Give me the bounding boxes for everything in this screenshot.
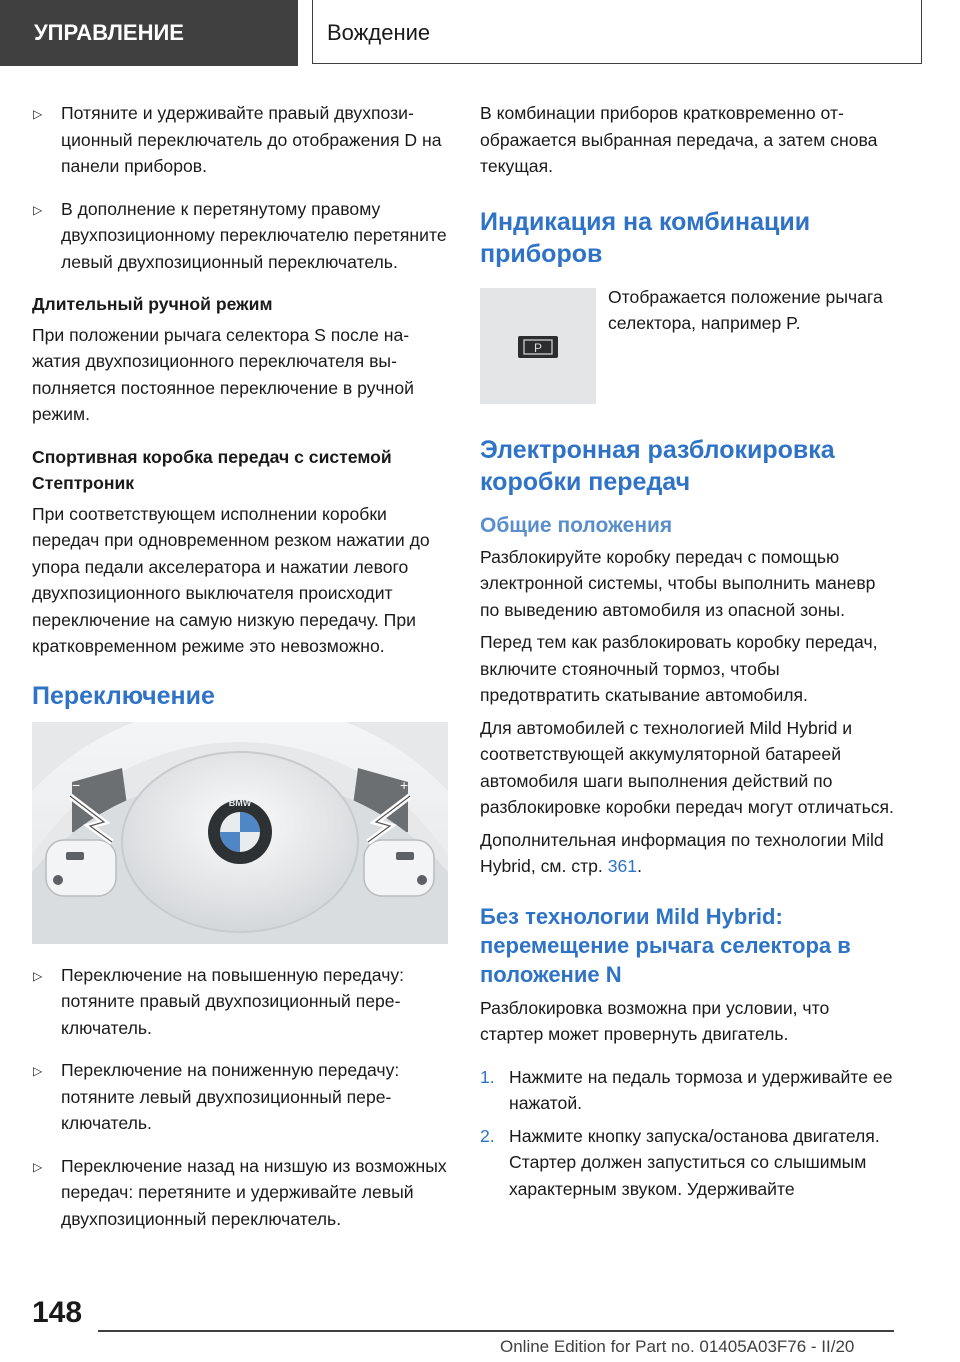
- minus-paddle-label: −: [72, 776, 81, 793]
- indicator-text: Отображается положение рычага селектора, например P.: [608, 286, 883, 333]
- no-mild-hybrid-text: Разблокировка возможна при условии, что стартер может провернуть двигатель.: [480, 997, 830, 1044]
- manual-mode-text: При положении рычага селектора S после нажатия двухпозиционного переключателя выполняется постоянное переключение в ручной режим.: [32, 324, 415, 424]
- bullet-item: ▷ Переключение назад на низшую из возможных передач: перетяните и удерживайте левый двухпозиционный переключатель.: [33, 1155, 447, 1229]
- shifting-heading: Переключение: [32, 681, 215, 710]
- right-column: [480, 100, 896, 1208]
- triangle-bullet-icon: ▷: [33, 202, 43, 217]
- general-heading: Общие положения: [480, 513, 673, 537]
- bullet-item: ▷ В дополнение к перетянутому правому двухпозиционному переключателю перетяните левый двухпозиционный переключатель.: [33, 198, 447, 272]
- bullet-item: ▷ Переключение на пониженную передачу: потяните левый двухпозиционный переключатель.: [33, 1060, 400, 1133]
- indication-heading: Индикация на комбинации приборов: [480, 207, 811, 268]
- page-header: [0, 0, 960, 66]
- triangle-bullet-icon: ▷: [33, 968, 43, 983]
- left-column: [32, 100, 448, 1248]
- intro-text: В комбинации приборов кратковременно отображается выбранная передача, а затем снова текущая.: [480, 103, 878, 176]
- step-number: 2.: [480, 1125, 495, 1146]
- step-item: 1. Нажмите на педаль тормоза и удерживайте ее нажатой.: [480, 1064, 896, 1117]
- manual-mode-heading: Длительный ручной режим: [32, 294, 273, 314]
- gear-indicator-label: P: [533, 340, 543, 355]
- section-title: УПРАВЛЕНИЕ: [0, 0, 298, 66]
- triangle-bullet-icon: ▷: [33, 1159, 43, 1174]
- general-paragraph: Разблокируйте коробку передач с помощью электронной системы, чтобы выполнить маневр по выведению автомобиля из опасной зоны.: [480, 546, 876, 620]
- sport-gearbox-heading: Спортивная коробка передач с системой Стептроник: [32, 446, 392, 493]
- triangle-bullet-icon: ▷: [33, 107, 43, 121]
- steering-wheel-image: [32, 722, 448, 944]
- bmw-logo-label: BMW: [228, 797, 252, 808]
- unlock-heading: Электронная разблокировка коробки передач: [480, 435, 835, 496]
- page-link[interactable]: 361: [607, 856, 638, 876]
- sport-gearbox-text: При соответствующем исполнении коробки передач при одновременном резком нажатии до упора педали акселератора и нажатии левого двухпозиционного выключателя происходит переключение на самую низкую передачу. При кратковременном режиме это невозможно.: [32, 503, 430, 656]
- step-item: 2. Нажмите кнопку запуска/останова двигателя. Стартер должен запуститься со слышимым характерным звуком. Удерживайте: [480, 1123, 896, 1203]
- gear-indicator-image: [480, 288, 596, 404]
- bullet-item: ▷ Потяните и удерживайте правый двухпозиционный переключатель до отображения D на панели приборов.: [33, 103, 442, 176]
- footer-divider: [98, 1330, 894, 1332]
- page-number: 148: [32, 1296, 83, 1329]
- edition-info: Online Edition for Part no. 01405A03F76 - II/20: [500, 1337, 855, 1356]
- steering-wheel-paddle-shifters-icon: [32, 722, 448, 944]
- general-paragraph: Для автомобилей с технологией Mild Hybrid и соответствующей аккумуляторной батареей автомобиля шаги выполнения действий по разблокировке коробки передач могут отличаться.: [480, 717, 894, 817]
- chapter-title: Вождение: [312, 0, 922, 64]
- indicator-block: [480, 288, 896, 404]
- gear-indicator-icon: [480, 288, 596, 404]
- step-number: 1.: [480, 1066, 495, 1087]
- plus-paddle-label: +: [400, 776, 409, 793]
- bullet-item: ▷ Переключение на повышенную передачу: потяните правый двухпозиционный переключатель.: [33, 964, 405, 1038]
- general-paragraph: Перед тем как разблокировать коробку передач, включите стояночный тормоз, чтобы предотвратить скатывание автомобиля.: [480, 632, 878, 705]
- no-mild-hybrid-heading: Без технологии Mild Hybrid: перемещение рычага селектора в положение N: [480, 903, 851, 987]
- general-paragraph: Дополнительная информация по технологии Mild Hybrid, см. стр. 361.: [480, 829, 884, 876]
- triangle-bullet-icon: ▷: [33, 1064, 43, 1078]
